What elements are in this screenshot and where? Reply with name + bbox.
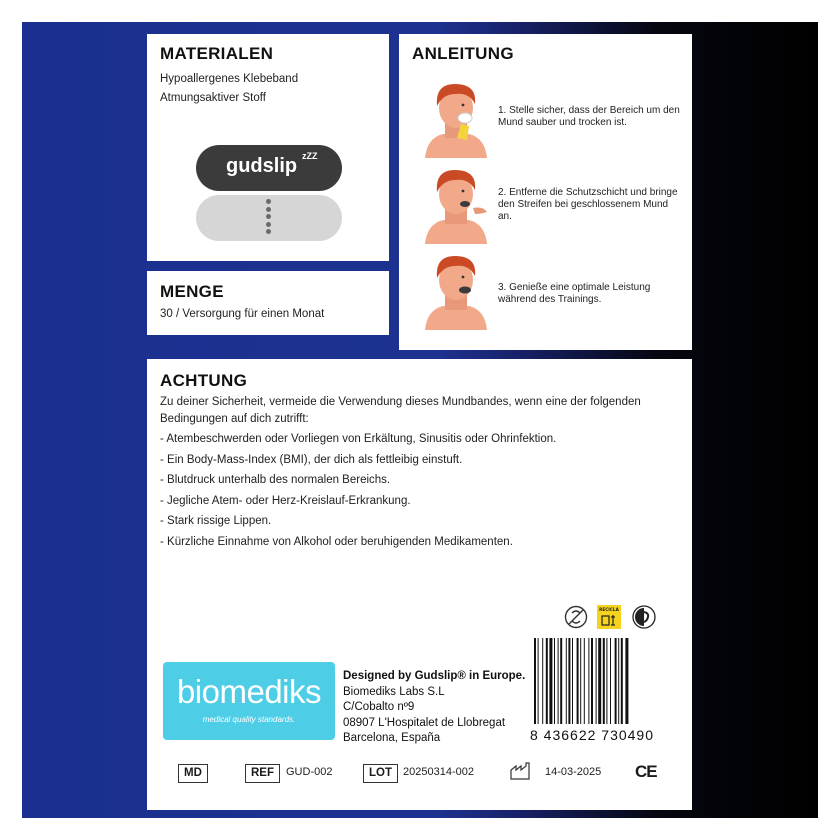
instruction-step-3 [399,250,692,330]
face-wearing-strip-icon [421,250,491,330]
warning-item: - Blutdruck unterhalb des normalen Bereichs. [160,474,391,486]
instruction-step-2-text: 2. Entferne die Schutzschicht und bringe den Streifen bei geschlossenem Mund an. [498,187,678,222]
company-city: 08907 L'Hospitalet de Llobregat [343,716,506,729]
warning-item: - Kürzliche Einnahme von Alkohol oder beruhigenden Medikamenten. [160,535,513,548]
ref-symbol: REF [245,764,280,783]
company-address [343,669,525,747]
lot-value: 20250314-002 [403,766,474,778]
materials-panel [147,34,389,261]
instructions-title: ANLEITUNG [412,44,514,63]
brand-name: biomediks [176,673,322,710]
company-street: C/Cobalto nº9 [343,701,415,713]
manufacture-date: 14-03-2025 [545,766,602,778]
instruction-step-3-text: 3. Genieße eine optimale Leistung während des Trainings. [498,282,651,305]
perforation-dots [266,199,272,237]
designed-by: Designed by Gudslip® in Europe. [343,670,526,682]
materials-title: MATERIALEN [160,44,274,63]
company-country: Barcelona, España [343,732,441,744]
brand-tagline: medical quality standards. [202,715,296,724]
warning-item: - Jegliche Atem- oder Herz-Kreislauf-Erkrankung. [160,494,411,507]
product-name: gudslip [226,155,298,177]
manufacture-date-icon [510,762,532,780]
do-not-reuse-icon [564,605,588,629]
warning-list [160,431,556,554]
instruction-step-1 [399,78,692,158]
warning-intro: Zu deiner Sicherheit, vermeide die Verwendung dieses Mundbandes, wenn eine der folgenden Bedingungen auf dich zutrifft: [160,396,641,425]
instructions-panel [399,34,692,350]
quantity-title: MENGE [160,282,224,301]
barcode-number: 8 436622 730490 [530,727,654,743]
product-sleep-mark: zZZ [302,151,318,161]
biomediks-logo [163,662,335,740]
face-apply-strip-icon [421,164,491,244]
warning-panel [147,359,692,810]
instruction-step-2 [399,164,692,244]
recycle-bin-icon [597,605,621,629]
quantity-panel [147,271,389,335]
warning-title: ACHTUNG [160,371,248,390]
company-name: Biomediks Labs S.L [343,685,445,698]
warning-item: - Ein Body-Mass-Index (BMI), der dich als fettleibig einstuft. [160,453,463,466]
warning-item: - Stark rissige Lippen. [160,515,272,527]
warning-item: - Atembeschwerden oder Vorliegen von Erkältung, Sinusitis oder Ohrinfektion. [160,433,557,445]
quantity-text: 30 / Versorgung für einen Monat [160,308,325,320]
green-dot-icon [632,605,656,629]
lot-symbol: LOT [363,764,398,783]
md-symbol: MD [178,764,208,783]
instruction-step-1-text: 1. Stelle sicher, dass der Bereich um den Mund sauber und trocken ist. [498,105,680,128]
material-line-2: Atmungsaktiver Stoff [160,92,266,104]
product-strip-top [196,145,342,191]
ref-value: GUD-002 [286,766,333,778]
recycle-label: RECICLA [599,607,619,612]
barcode-icon [530,638,660,726]
face-clean-mouth-icon [421,78,491,158]
product-strip-bottom [196,195,342,241]
ce-mark: CE [635,762,657,781]
material-line-1: Hypoallergenes Klebeband [160,73,299,85]
